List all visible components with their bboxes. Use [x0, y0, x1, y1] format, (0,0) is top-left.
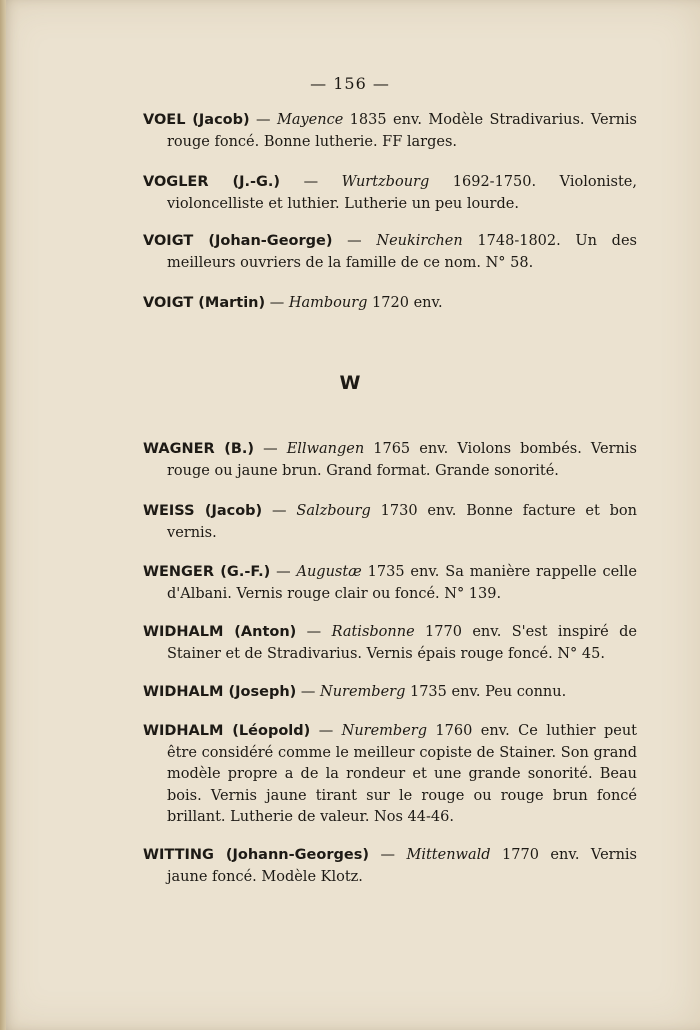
- page-binding-edge: [0, 0, 6, 1030]
- entry-voigt-johan-george: [143, 231, 637, 274]
- entry-place: Hambourg: [288, 295, 368, 311]
- entry-dash: —: [280, 174, 342, 190]
- entry-text: 1760 env. Ce luthier peut être considéré comme le meilleur copiste de Stainer. Son grand modèle propre a de la rondeur et une grande sonorité. Beau bois. Vernis jaune tirant sur le rouge ou rouge brun foncé brillant. Lutherie de valeur. Nos 44-46.: [167, 723, 638, 825]
- entry-text: 1735 env. Sa manière rappelle celle d'Albani. Vernis rouge clair ou foncé. N° 139.: [167, 564, 638, 602]
- entry-text: 1692-1750. Violoniste, violoncelliste et luthier. Lutherie un peu lourde.: [167, 174, 638, 212]
- entry-witting-johann-georges: [143, 845, 637, 888]
- entry-dash: —: [265, 295, 289, 311]
- entry-text: 1748-1802. Un des meilleurs ouvriers de la famille de ce nom. N° 58.: [167, 233, 637, 271]
- entry-text: 1730 env. Bonne facture et bon vernis.: [167, 503, 637, 541]
- entry-dash: —: [332, 233, 377, 249]
- entry-name: WENGER (G.-F.): [143, 564, 271, 580]
- entry-place: Wurtzbourg: [341, 174, 430, 190]
- entry-text: 1720 env.: [367, 295, 443, 311]
- entry-dash: —: [249, 112, 277, 128]
- entry-dash: —: [270, 564, 297, 580]
- entry-weiss-jacob: [143, 501, 637, 544]
- section-letter-heading: W: [339, 372, 361, 394]
- entry-name: WIDHALM (Léopold): [143, 723, 311, 739]
- entry-place: Mittenwald: [406, 847, 491, 863]
- entry-dash: —: [310, 723, 342, 739]
- entry-voigt-martin: [143, 293, 637, 315]
- entry-name: WAGNER (B.): [143, 441, 255, 457]
- entry-dash: —: [296, 684, 320, 700]
- entry-place: Ratisbonne: [331, 624, 415, 640]
- entry-place: Nuremberg: [341, 723, 428, 739]
- entry-place: Augustæ: [296, 564, 362, 580]
- entry-name: WITTING (Johann-Georges): [143, 847, 369, 863]
- entry-text: 1835 env. Modèle Stradivarius. Vernis rouge foncé. Bonne lutherie. FF larges.: [167, 112, 637, 150]
- entry-name: VOGLER (J.-G.): [143, 174, 281, 190]
- entry-text: 1770 env. S'est inspiré de Stainer et de Stradivarius. Vernis épais rouge foncé. N° 45.: [167, 624, 637, 662]
- entry-text: 1770 env. Vernis jaune foncé. Modèle Klotz.: [167, 847, 637, 885]
- entry-wagner-b: [143, 439, 637, 482]
- entry-place: Ellwangen: [286, 441, 365, 457]
- entry-text: 1765 env. Violons bombés. Vernis rouge ou jaune brun. Grand format. Grande sonorité.: [167, 441, 637, 479]
- entry-dash: —: [254, 441, 287, 457]
- entry-widhalm-anton: [143, 622, 637, 665]
- entry-vogler-jg: [143, 172, 637, 215]
- entry-name: VOEL (Jacob): [143, 112, 250, 128]
- entry-name: VOIGT (Martin): [143, 295, 266, 311]
- entry-place: Mayence: [276, 112, 344, 128]
- entry-wenger-gf: [143, 562, 637, 605]
- entry-dash: —: [296, 624, 332, 640]
- entry-widhalm-joseph: [143, 682, 637, 704]
- entry-name: WEISS (Jacob): [143, 503, 263, 519]
- entry-place: Nuremberg: [320, 684, 406, 700]
- entry-place: Salzbourg: [296, 503, 371, 519]
- entry-dash: —: [368, 847, 407, 863]
- page-number: — 156 —: [310, 74, 390, 93]
- entry-widhalm-leopold: [143, 721, 637, 829]
- entry-voel-jacob: [143, 110, 637, 153]
- entry-name: WIDHALM (Anton): [143, 624, 297, 640]
- entry-place: Neukirchen: [376, 233, 463, 249]
- entry-text: 1735 env. Peu connu.: [405, 684, 567, 700]
- entry-name: WIDHALM (Joseph): [143, 684, 297, 700]
- entry-dash: —: [262, 503, 297, 519]
- entry-name: VOIGT (Johan-George): [143, 233, 333, 249]
